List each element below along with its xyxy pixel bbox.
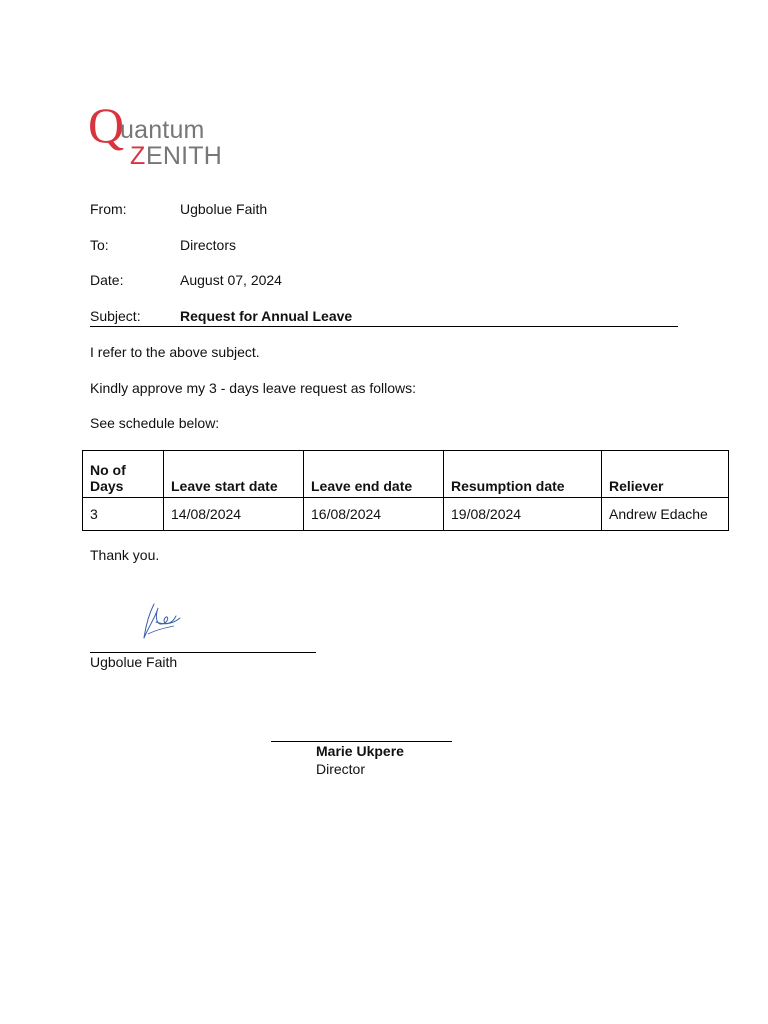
from-value: Ugbolue Faith bbox=[180, 201, 268, 217]
signature-line bbox=[90, 652, 316, 653]
cell-leave-end: 16/08/2024 bbox=[304, 498, 444, 531]
from-label: From: bbox=[90, 201, 127, 217]
header-no-of-days: No of Days bbox=[83, 451, 164, 498]
to-value: Directors bbox=[180, 237, 237, 253]
logo-word-zenith: ENITH bbox=[146, 142, 222, 170]
header-reliever: Reliever bbox=[602, 451, 729, 498]
request-line: Kindly approve my 3 - days leave request as follows: bbox=[90, 380, 417, 396]
date-label: Date: bbox=[90, 272, 124, 288]
leave-schedule-table bbox=[82, 450, 729, 531]
header-leave-start: Leave start date bbox=[164, 451, 304, 498]
approver-title: Director bbox=[316, 761, 366, 777]
schedule-line: See schedule below: bbox=[90, 415, 220, 431]
closing-line: Thank you. bbox=[90, 547, 160, 563]
cell-reliever: Andrew Edache bbox=[602, 498, 729, 531]
table-row bbox=[83, 498, 729, 531]
subject-divider bbox=[90, 326, 678, 327]
logo-word-quantum: uantum bbox=[120, 116, 205, 144]
handwritten-signature bbox=[136, 598, 186, 646]
subject-value: Request for Annual Leave bbox=[180, 308, 353, 324]
company-logo bbox=[88, 97, 248, 170]
approver-signature-line bbox=[271, 741, 452, 742]
cell-leave-start: 14/08/2024 bbox=[164, 498, 304, 531]
header-resumption: Resumption date bbox=[444, 451, 602, 498]
signatory-name: Ugbolue Faith bbox=[90, 654, 178, 670]
approver-name: Marie Ukpere bbox=[316, 743, 404, 759]
cell-resumption: 19/08/2024 bbox=[444, 498, 602, 531]
intro-line: I refer to the above subject. bbox=[90, 344, 260, 360]
logo-letter-q: Q bbox=[88, 97, 125, 153]
date-value: August 07, 2024 bbox=[180, 272, 282, 288]
cell-no-of-days: 3 bbox=[83, 498, 164, 531]
subject-label: Subject: bbox=[90, 308, 141, 324]
header-leave-end: Leave end date bbox=[304, 451, 444, 498]
table-header-row bbox=[83, 451, 729, 498]
to-label: To: bbox=[90, 237, 109, 253]
logo-letter-z: Z bbox=[130, 142, 146, 170]
